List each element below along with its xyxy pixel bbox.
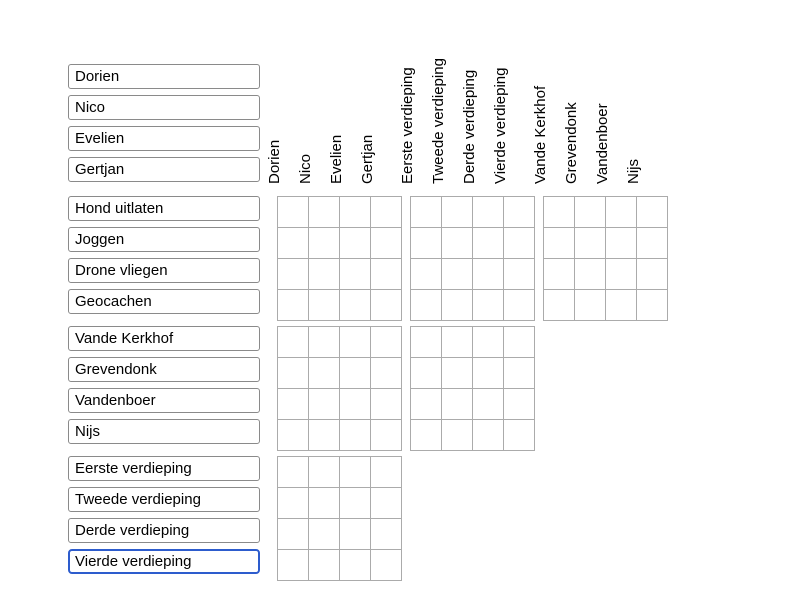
row-label-hond-uitlaten[interactable]: Hond uitlaten xyxy=(68,196,260,221)
grid-cell[interactable] xyxy=(309,327,339,357)
grid-cell[interactable] xyxy=(309,519,339,549)
grid-cell[interactable] xyxy=(606,290,636,320)
grid-cell[interactable] xyxy=(637,290,667,320)
col-header-gertjan: Gertjan xyxy=(359,134,376,184)
grid-cell[interactable] xyxy=(544,259,574,289)
grid-cell[interactable] xyxy=(278,389,308,419)
grid-cell[interactable] xyxy=(473,327,503,357)
grid-cell[interactable] xyxy=(637,228,667,258)
grid-cell[interactable] xyxy=(340,259,370,289)
grid-cell[interactable] xyxy=(442,420,472,450)
grid-cell[interactable] xyxy=(309,457,339,487)
grid-cell[interactable] xyxy=(411,327,441,357)
grid-cell[interactable] xyxy=(411,358,441,388)
grid-cell[interactable] xyxy=(575,228,605,258)
grid-cell[interactable] xyxy=(411,290,441,320)
grid-cell[interactable] xyxy=(278,259,308,289)
grid-cell[interactable] xyxy=(340,488,370,518)
grid-cell[interactable] xyxy=(340,197,370,227)
grid-cell[interactable] xyxy=(637,259,667,289)
grid-cell[interactable] xyxy=(371,389,401,419)
grid-cell[interactable] xyxy=(340,358,370,388)
grid-cell[interactable] xyxy=(411,389,441,419)
grid-cell[interactable] xyxy=(309,358,339,388)
grid-cell[interactable] xyxy=(411,228,441,258)
row-label-drone-vliegen[interactable]: Drone vliegen xyxy=(68,258,260,283)
grid-cell[interactable] xyxy=(411,259,441,289)
grid-cell[interactable] xyxy=(504,290,534,320)
grid-cell[interactable] xyxy=(371,197,401,227)
grid-cell[interactable] xyxy=(278,550,308,580)
grid-cell[interactable] xyxy=(504,358,534,388)
row-label-dorien[interactable]: Dorien xyxy=(68,64,260,89)
grid-cell[interactable] xyxy=(473,358,503,388)
grid-cell[interactable] xyxy=(504,228,534,258)
grid-cell[interactable] xyxy=(442,197,472,227)
grid-cell[interactable] xyxy=(278,420,308,450)
grid-cell[interactable] xyxy=(411,197,441,227)
grid-cell[interactable] xyxy=(340,457,370,487)
grid-cell[interactable] xyxy=(606,259,636,289)
row-label-vandenboer[interactable]: Vandenboer xyxy=(68,388,260,413)
grid-cell[interactable] xyxy=(340,550,370,580)
row-label-eerste-verdieping[interactable]: Eerste verdieping xyxy=(68,456,260,481)
grid-cell[interactable] xyxy=(544,290,574,320)
grid-cell[interactable] xyxy=(278,358,308,388)
grid-cell[interactable] xyxy=(340,420,370,450)
grid-cell[interactable] xyxy=(371,358,401,388)
grid-cell[interactable] xyxy=(371,488,401,518)
grid-cell[interactable] xyxy=(309,197,339,227)
grid-cell[interactable] xyxy=(442,290,472,320)
grid-cell[interactable] xyxy=(606,197,636,227)
grid-cell[interactable] xyxy=(371,457,401,487)
col-header-vandenboer: Vandenboer xyxy=(594,103,611,184)
row-label-tweede-verdieping[interactable]: Tweede verdieping xyxy=(68,487,260,512)
grid-cell[interactable] xyxy=(504,389,534,419)
col-header-tweede-verdieping: Tweede verdieping xyxy=(430,58,447,184)
grid-cell[interactable] xyxy=(411,420,441,450)
grid-cell[interactable] xyxy=(309,290,339,320)
grid-cell[interactable] xyxy=(442,259,472,289)
grid-cell[interactable] xyxy=(371,228,401,258)
grid-cell[interactable] xyxy=(575,197,605,227)
grid-cell[interactable] xyxy=(340,327,370,357)
grid-cell[interactable] xyxy=(278,519,308,549)
col-header-evelien: Evelien xyxy=(328,134,345,184)
grid-cell[interactable] xyxy=(473,259,503,289)
grid-cell[interactable] xyxy=(442,327,472,357)
grid-cell[interactable] xyxy=(504,197,534,227)
row-label-evelien[interactable]: Evelien xyxy=(68,126,260,151)
grid-cell[interactable] xyxy=(575,259,605,289)
grid-cell[interactable] xyxy=(278,327,308,357)
grid-cell[interactable] xyxy=(371,290,401,320)
grid-cell[interactable] xyxy=(371,259,401,289)
grid-cell[interactable] xyxy=(637,197,667,227)
col-header-vierde-verdieping: Vierde verdieping xyxy=(492,67,509,184)
col-header-vande-kerkhof: Vande Kerkhof xyxy=(532,85,549,184)
row-label-nijs[interactable]: Nijs xyxy=(68,419,260,444)
grid-cell[interactable] xyxy=(606,228,636,258)
col-header-dorien: Dorien xyxy=(266,139,283,184)
grid-cell[interactable] xyxy=(371,327,401,357)
grid-cell[interactable] xyxy=(340,519,370,549)
grid-cell[interactable] xyxy=(371,550,401,580)
row-label-nico[interactable]: Nico xyxy=(68,95,260,120)
grid-cell[interactable] xyxy=(473,197,503,227)
row-label-joggen[interactable]: Joggen xyxy=(68,227,260,252)
grid-cell[interactable] xyxy=(340,389,370,419)
col-header-nijs: Nijs xyxy=(625,159,642,184)
col-header-nico: Nico xyxy=(297,153,314,184)
grid-cell[interactable] xyxy=(340,228,370,258)
grid-cell[interactable] xyxy=(278,488,308,518)
grid-cell[interactable] xyxy=(473,389,503,419)
row-label-derde-verdieping[interactable]: Derde verdieping xyxy=(68,518,260,543)
grid-block-activities-floors xyxy=(410,196,535,321)
col-header-eerste-verdieping: Eerste verdieping xyxy=(399,67,416,184)
grid-cell[interactable] xyxy=(278,457,308,487)
grid-cell[interactable] xyxy=(309,228,339,258)
grid-cell[interactable] xyxy=(575,290,605,320)
row-label-grevendonk[interactable]: Grevendonk xyxy=(68,357,260,382)
grid-cell[interactable] xyxy=(278,228,308,258)
grid-block-activities-surnames xyxy=(543,196,668,321)
grid-cell[interactable] xyxy=(309,550,339,580)
grid-cell[interactable] xyxy=(340,290,370,320)
grid-cell[interactable] xyxy=(309,389,339,419)
grid-block-floors-persons xyxy=(277,456,402,581)
grid-cell[interactable] xyxy=(309,488,339,518)
col-header-derde-verdieping: Derde verdieping xyxy=(461,69,478,184)
grid-cell[interactable] xyxy=(544,228,574,258)
grid-block-activities-persons xyxy=(277,196,402,321)
row-label-geocachen[interactable]: Geocachen xyxy=(68,289,260,314)
row-label-gertjan[interactable]: Gertjan xyxy=(68,157,260,182)
grid-cell[interactable] xyxy=(473,290,503,320)
grid-block-surnames-floors xyxy=(410,326,535,451)
grid-cell[interactable] xyxy=(309,420,339,450)
grid-cell[interactable] xyxy=(473,228,503,258)
grid-cell[interactable] xyxy=(442,358,472,388)
grid-cell[interactable] xyxy=(371,519,401,549)
grid-cell[interactable] xyxy=(442,389,472,419)
grid-cell[interactable] xyxy=(309,259,339,289)
grid-cell[interactable] xyxy=(544,197,574,227)
col-header-grevendonk: Grevendonk xyxy=(563,102,580,184)
grid-cell[interactable] xyxy=(442,228,472,258)
grid-cell[interactable] xyxy=(371,420,401,450)
row-label-vande-kerkhof[interactable]: Vande Kerkhof xyxy=(68,326,260,351)
row-label-vierde-verdieping[interactable]: Vierde verdieping xyxy=(68,549,260,574)
grid-cell[interactable] xyxy=(504,327,534,357)
grid-cell[interactable] xyxy=(504,259,534,289)
grid-cell[interactable] xyxy=(504,420,534,450)
grid-cell[interactable] xyxy=(278,197,308,227)
grid-cell[interactable] xyxy=(278,290,308,320)
grid-cell[interactable] xyxy=(473,420,503,450)
grid-block-surnames-persons xyxy=(277,326,402,451)
